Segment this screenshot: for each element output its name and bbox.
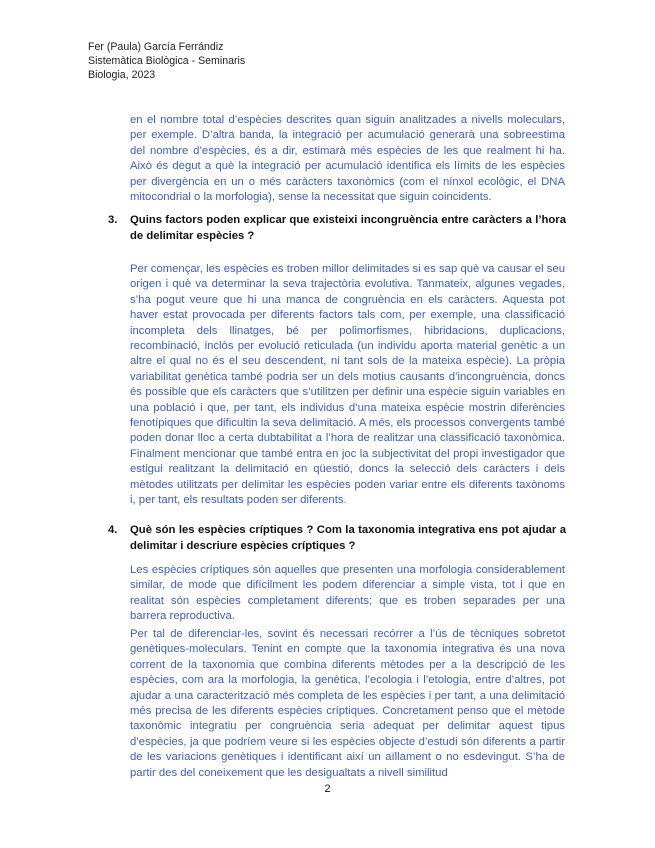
- question-3-heading: [108, 213, 566, 244]
- question-3-text: Quins factors poden explicar que existeixi incongruència entre caràcters a l’hora de delimitar espècies ?: [130, 214, 566, 242]
- question-4-number: 4.: [108, 524, 118, 536]
- program-year: Biologia, 2023: [88, 69, 156, 82]
- question-4-answer-paragraph-2: Per tal de diferenciar-les, sovint és necessari recórrer a l’ús de tècniques sobretot genètiques-moleculars. Tenint en compte que la taxonomia integrativa és una nova corrent de la taxonomia que combina diferents mètodes per a la descripció de les espècies, com ara la morfologia, la genètica, l’ecologia i l’etologia, entre d’altres, pot ajudar a una caracterització més completa de les espècies i per tant, a una delimitació més precisa de les diferents espècies críptiques. Concretament penso que el mètode taxonòmic integratiu per congruència seria adequat per delimitar aquest tipus d’espècies, ja que podríem veure si les espècies objecte d’estudi són diferents a partir de les variacions genètiques i identificant així un aïllament o no esdevingut. S’ha de partir des del coneixement que les desigualtats a nivell similitud: [130, 628, 565, 779]
- continuation-paragraph: en el nombre total d’espècies descrites quan siguin analitzades a nivells moleculars, per exemple. D’altra banda, la integració per acumulació generarà una sobreestima del nombre d’espècies, és a dir, estimarà més espècies de les que realment hi ha. Això és degut a què la integració per acumulació identifica els límits de les espècies per divergència en un o més caràcters taxonòmics (com el nínxol ecològic, el DNA mitocondrial o la morfologia), sense la necessitat que siguin coincidents.: [130, 114, 565, 204]
- document-header: [88, 40, 245, 83]
- question-4-answer-paragraph-1: Les espècies críptiques són aquelles que presenten una morfologia considerablement similar, de mode que difícilment les podem diferenciar a simple vista, tot i que en realitat són espècies completament diferents; que es troben separades per una barrera reproductiva.: [130, 564, 565, 623]
- question-4-heading: [108, 523, 566, 554]
- question-3-answer: Per començar, les espècies es troben millor delimitades si es sap què va causar el seu origen i què va determinar la seva trajectòria evolutiva. Tanmateix, algunes vegades, s’ha pogut veure que hi una manca de congruència en els caràcters. Aquesta pot haver estat provocada per diferents factors tals com, per exemple, una classificació incompleta dels llinatges, bé per polimorfismes, hibridacions, duplicacions, recombinació, inclòs per evolució reticulada (un individu aporta material genètic a un altre el qual no és el seu descendent, ni tant sols de la mateixa espècie). La pròpia variabilitat genètica també podria ser un dels motius causants d’incongruència, doncs és possible que els caràcters que s’utilitzen per definir una espècie siguin variables en una població i que, per tant, els individus d’una mateixa espècie mostrin diferències fenotípiques que dificultin la seva delimitació. A més, els processos convergents també poden donar lloc a certa dubtabilitat a l’hora de realitzar una classificació taxonòmica. Finalment mencionar que també entra en joc la subjectivitat del propi investigador que estigui realitzant la delimitació en qüestió, doncs la selecció dels caràcters i dels mètodes utilitzats per delimitar les espècies poden variar entre els diferents taxònoms i, per tant, els resultats poden ser diferents.: [130, 263, 565, 507]
- page-number: 2: [324, 783, 331, 795]
- course-name: Sistemàtica Biològica - Seminaris: [88, 55, 246, 68]
- question-3-number: 3.: [108, 214, 118, 226]
- question-4-text: Què són les espècies críptiques ? Com la taxonomia integrativa ens pot ajudar a delimitar i descriure espècies críptiques ?: [130, 524, 566, 552]
- author-name: Fer (Paula) García Ferrándiz: [88, 41, 224, 53]
